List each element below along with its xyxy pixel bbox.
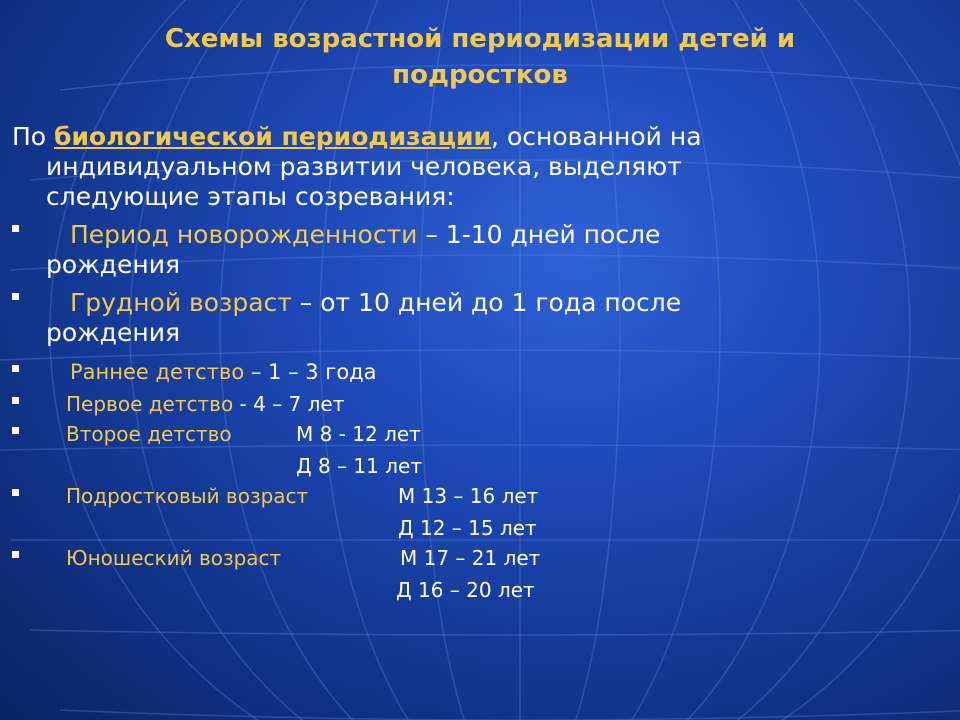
period-name: Грудной возраст	[70, 288, 292, 317]
period-name-second-childhood: Второе детство	[66, 422, 232, 446]
intro-prefix: По	[12, 122, 55, 151]
slide-title-line2: подростков	[392, 60, 568, 90]
period-name-youth: Юношеский возраст	[66, 546, 282, 570]
intro-suffix: , основанной на	[491, 122, 702, 151]
period-range: - 4 – 7 лет	[233, 392, 345, 416]
period-name: Первое детство	[66, 392, 234, 416]
period-range-female: Д 16 – 20 лет	[396, 578, 535, 602]
bullet-marker	[12, 364, 19, 375]
period-range-male: М 8 - 12 лет	[296, 422, 421, 446]
period-item-first-childhood	[66, 392, 344, 416]
intro-paragraph	[12, 122, 912, 212]
period-name: Период новорожденности	[70, 220, 418, 249]
period-range-male: М 17 – 21 лет	[400, 546, 541, 570]
intro-line3: следующие этапы созревания:	[46, 182, 455, 211]
period-name-adolescence: Подростковый возраст	[66, 484, 309, 508]
period-name: Раннее детство	[70, 360, 245, 384]
bullet-marker	[12, 426, 19, 437]
bullet-marker	[12, 550, 19, 561]
intro-line2: индивидуальном развитии человека, выделяют	[46, 152, 682, 181]
bullet-marker	[12, 292, 19, 303]
period-range: – 1-10 дней после	[417, 220, 661, 249]
period-range: – 1 – 3 года	[244, 360, 377, 384]
period-item-newborn	[46, 220, 660, 250]
bullet-marker	[12, 396, 19, 407]
bullet-marker	[12, 224, 19, 235]
period-cont: рождения	[46, 250, 180, 279]
period-cont: рождения	[46, 318, 180, 347]
biological-periodization-term: биологической периодизации	[54, 122, 492, 151]
bullet-marker	[12, 488, 19, 499]
period-range-female: Д 8 – 11 лет	[296, 454, 422, 478]
period-range: – от 10 дней до 1 года после	[291, 288, 682, 317]
period-item-early-childhood	[70, 360, 377, 384]
period-range-male: М 13 – 16 лет	[398, 484, 539, 508]
period-range-female: Д 12 – 15 лет	[398, 516, 537, 540]
slide-title-line1: Схемы возрастной периодизации детей и	[164, 24, 796, 54]
period-item-infancy	[46, 288, 681, 318]
